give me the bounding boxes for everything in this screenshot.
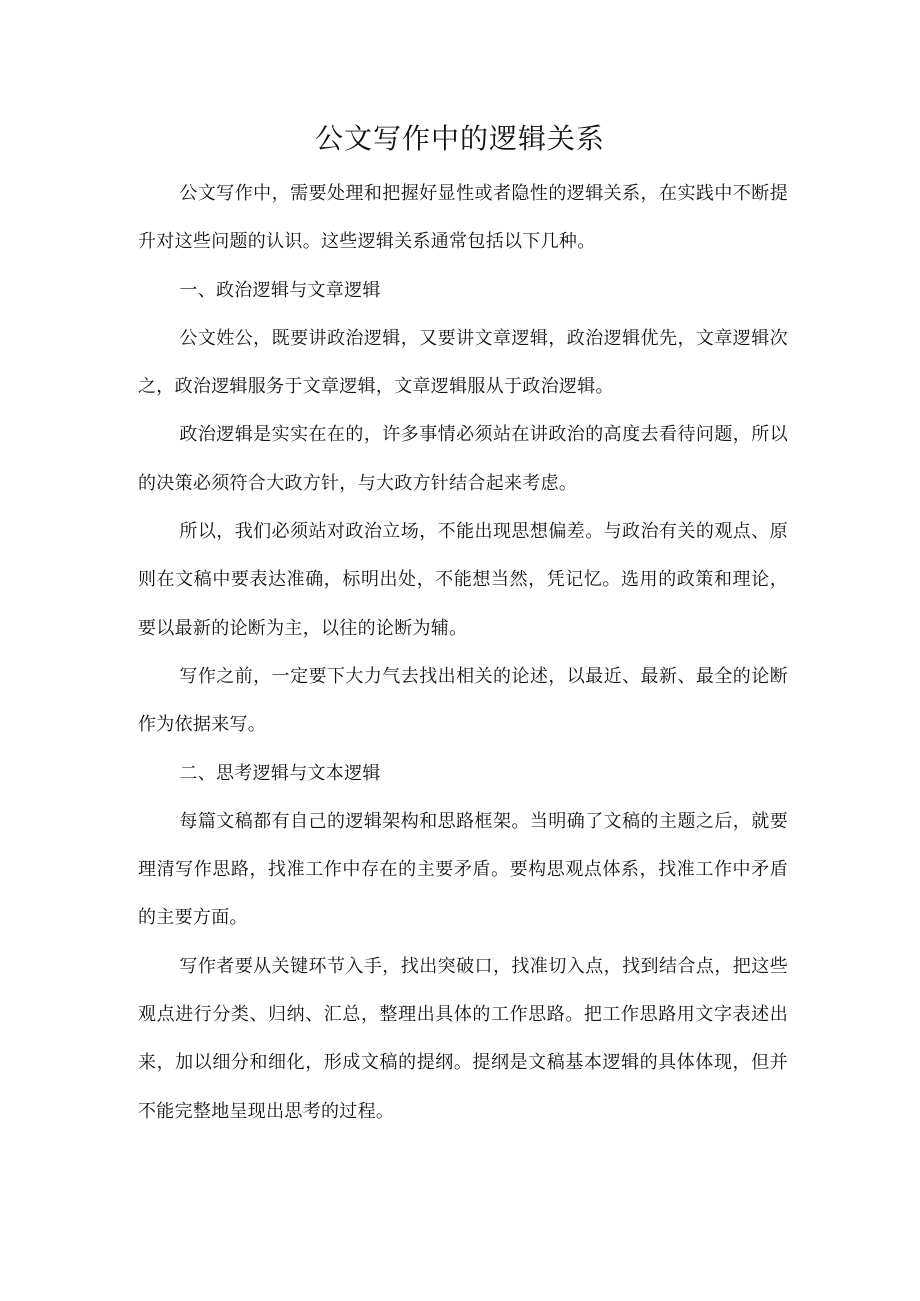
paragraph: 政治逻辑是实实在在的，许多事情必须站在讲政治的高度去看待问题，所以的决策必须符合大政方针，与大政方针结合起来考虑。 <box>138 424 788 494</box>
paragraph: 每篇文稿都有自己的逻辑架构和思路框架。当明确了文稿的主题之后，就要理清写作思路，找准工作中存在的主要矛盾。要构思观点体系，找准工作中矛盾的主要方面。 <box>138 810 788 929</box>
paragraph: 所以，我们必须站对政治立场，不能出现思想偏差。与政治有关的观点、原则在文稿中要表达准确，标明出处，不能想当然，凭记忆。选用的政策和理论，要以最新的论断为主，以往的论断为辅。 <box>138 521 788 639</box>
document-body <box>138 170 788 1136</box>
section-heading-1: 一、政治逻辑与文章逻辑 <box>179 279 381 301</box>
paragraph: 公文姓公，既要讲政治逻辑，又要讲文章逻辑，政治逻辑优先，文章逻辑次之，政治逻辑服务于文章逻辑，文章逻辑服从于政治逻辑。 <box>138 327 788 398</box>
section-heading-2: 二、思考逻辑与文本逻辑 <box>179 762 381 784</box>
paragraph: 写作之前，一定要下大力气去找出相关的论述，以最近、最新、最全的论断作为依据来写。 <box>138 665 788 736</box>
paragraph: 写作者要从关键环节入手，找出突破口，找准切入点，找到结合点，把这些观点进行分类、归纳、汇总，整理出具体的工作思路。把工作思路用文字表述出来，加以细分和细化，形成文稿的提纲。提纲是文稿基本逻辑的具体体现，但并不能完整地呈现出思考的过程。 <box>138 955 788 1122</box>
document-title: 公文写作中的逻辑关系 <box>314 122 605 155</box>
paragraph-intro: 公文写作中，需要处理和把握好显性或者隐性的逻辑关系，在实践中不断提升对这些问题的认识。这些逻辑关系通常包括以下几种。 <box>138 183 788 253</box>
